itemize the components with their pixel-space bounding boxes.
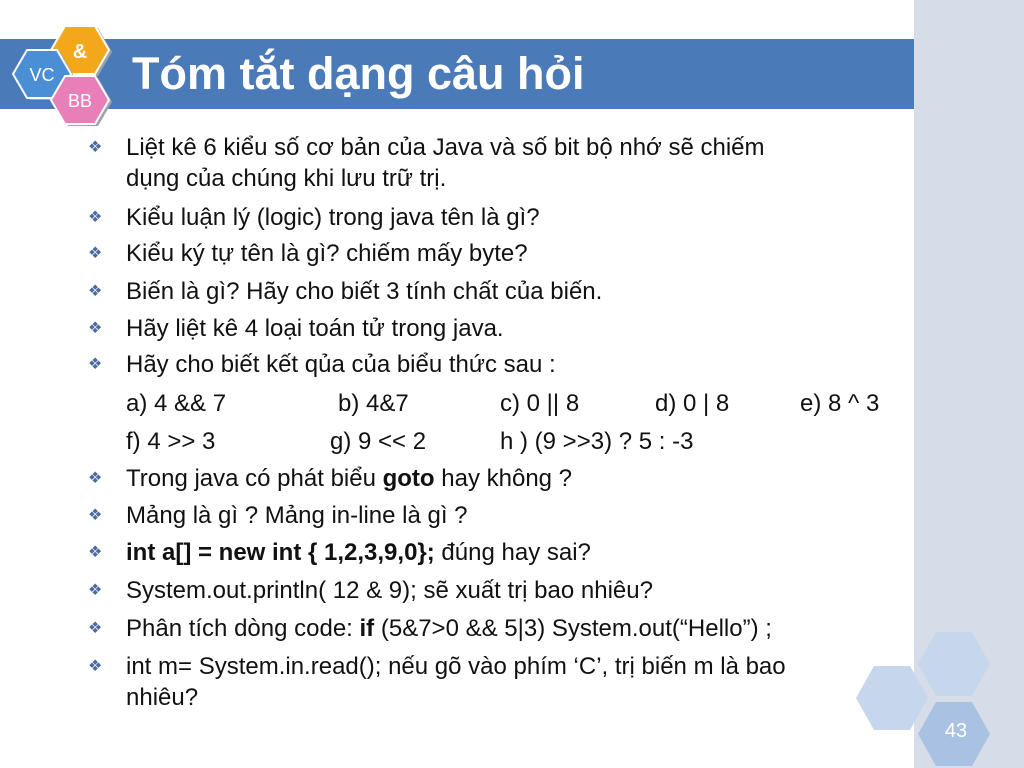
diamond-bullet-icon: ❖ bbox=[88, 283, 103, 300]
item-text: đúng hay sai? bbox=[434, 539, 591, 566]
list-item: Liệt kê 6 kiểu số cơ bản của Java và số bit bộ nhớ sẽ chiếm bbox=[126, 134, 765, 161]
diamond-bullet-icon: ❖ bbox=[88, 209, 103, 226]
list-item: Mảng là gì ? Mảng in-line là gì ? bbox=[126, 502, 468, 529]
deco-hexagon bbox=[918, 632, 990, 696]
keyword-goto: goto bbox=[382, 465, 435, 492]
list-item bbox=[126, 538, 591, 568]
list-item-continuation: dụng của chúng khi lưu trữ trị. bbox=[126, 165, 447, 192]
code-snippet: int a[] = new int { 1,2,3,9,0}; bbox=[126, 539, 435, 566]
list-item: System.out.println( 12 & 9); sẽ xuất trị bao nhiêu? bbox=[126, 577, 653, 604]
expression-d: d) 0 | 8 bbox=[655, 390, 730, 417]
expression-f: f) 4 >> 3 bbox=[126, 428, 216, 455]
diamond-bullet-icon: ❖ bbox=[88, 470, 103, 487]
list-item: Kiểu ký tự tên là gì? chiếm mấy byte? bbox=[126, 240, 528, 267]
list-item: int m= System.in.read(); nếu gõ vào phím ‘C’, trị biến m là bao bbox=[126, 653, 786, 680]
expression-c: c) 0 || 8 bbox=[500, 390, 580, 417]
expression-b: b) 4&7 bbox=[338, 390, 409, 417]
list-item bbox=[126, 614, 772, 644]
logo-left-text: VC bbox=[29, 65, 55, 85]
item-text: Trong java có phát biểu bbox=[126, 465, 383, 492]
item-text: (5&7>0 && 5|3) System.out(“Hello”) ; bbox=[374, 615, 772, 642]
deco-hexagon bbox=[856, 666, 928, 730]
decorative-hexagons bbox=[850, 620, 1024, 768]
item-text: Phân tích dòng code: bbox=[126, 615, 360, 642]
list-item: Hãy liệt kê 4 loại toán tử trong java. bbox=[126, 315, 504, 342]
page-number: 43 bbox=[944, 720, 968, 742]
diamond-bullet-icon: ❖ bbox=[88, 139, 103, 156]
diamond-bullet-icon: ❖ bbox=[88, 507, 103, 524]
list-item bbox=[126, 464, 572, 494]
diamond-bullet-icon: ❖ bbox=[88, 658, 103, 675]
item-text: hay không ? bbox=[434, 465, 573, 492]
diamond-bullet-icon: ❖ bbox=[88, 356, 103, 373]
diamond-bullet-icon: ❖ bbox=[88, 582, 103, 599]
diamond-bullet-icon: ❖ bbox=[88, 245, 103, 262]
list-item-continuation: nhiêu? bbox=[126, 684, 199, 711]
logo-top-text: & bbox=[72, 41, 88, 63]
list-item: Kiểu luận lý (logic) trong java tên là gì? bbox=[126, 204, 540, 231]
logo-bottom-text: BB bbox=[67, 91, 93, 111]
expression-e: e) 8 ^ 3 bbox=[800, 390, 880, 417]
diamond-bullet-icon: ❖ bbox=[88, 544, 103, 561]
list-item: Biến là gì? Hãy cho biết 3 tính chất của biến. bbox=[126, 278, 603, 305]
keyword-if: if bbox=[359, 615, 375, 642]
expression-a: a) 4 && 7 bbox=[126, 390, 227, 417]
slide-title: Tóm tắt dạng câu hỏi bbox=[132, 48, 585, 99]
diamond-bullet-icon: ❖ bbox=[88, 320, 103, 337]
expression-g: g) 9 << 2 bbox=[330, 428, 427, 455]
expression-h: h ) (9 >>3) ? 5 : -3 bbox=[500, 428, 694, 455]
list-item: Hãy cho biết kết qủa của biểu thức sau : bbox=[126, 351, 556, 378]
diamond-bullet-icon: ❖ bbox=[88, 620, 103, 637]
